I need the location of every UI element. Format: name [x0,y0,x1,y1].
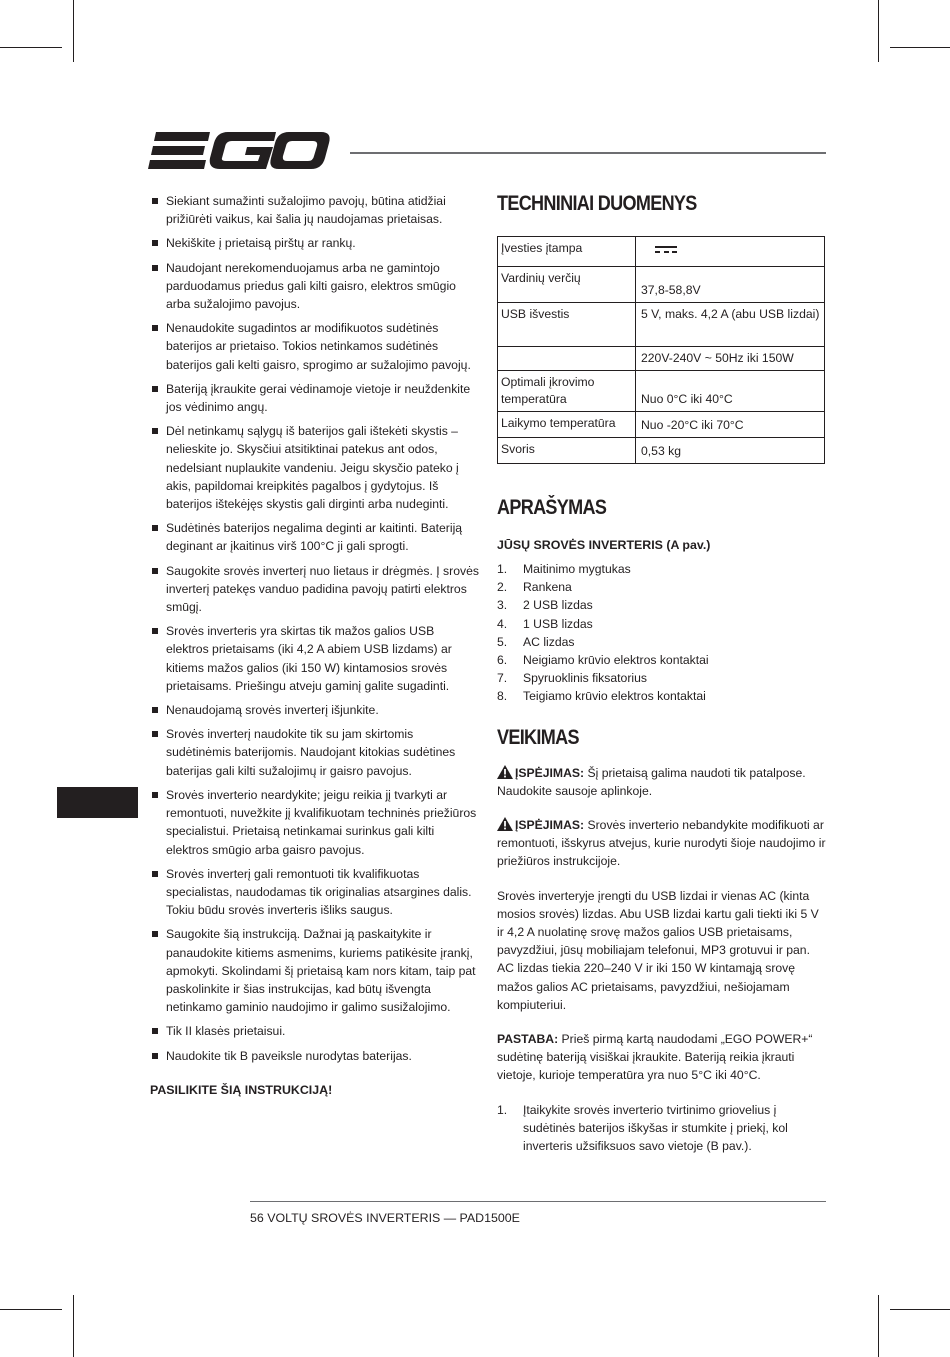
spec-label: USB išvestis [498,303,636,347]
language-tab-marker [57,787,138,818]
safety-item: Naudojant nerekomenduojamus arba ne gamintojo parduodamus priedus gali kilti gaisro, elektros smūgio arba sužalojimo pavojus. [150,259,480,314]
spec-row [498,267,825,303]
part-label: AC lizdas [523,634,575,649]
header-rule [350,152,826,154]
crop-mark [73,0,74,62]
steps-list [497,1101,827,1156]
parts-list [497,560,827,706]
warning-modify [497,816,827,871]
part-number: 8. [497,689,508,704]
step-number: 1. [497,1102,508,1117]
footer-rule [250,1201,826,1202]
part-item [497,669,827,687]
spec-value: Nuo -20°C iki 70°C [636,412,825,438]
tech-data-heading: TECHNINIAI DUOMENYS [497,192,697,215]
part-item [497,633,827,651]
ego-logo [148,128,332,174]
part-number: 7. [497,671,508,686]
safety-item: Dėl netinkamų sąlygų iš baterijos gali ištekėti skystis – nelieskite jo. Skysčiui atsitiktinai patekus ant odos, nedelsiant nuplaukite vandeniu. Jeigu skysčio pateko į akis, papildomai kreipkitės pagalbos į gydytojus. Iš baterijos ištekėjęs skystis gali dirginti arba nudeginti. [150,422,480,513]
spec-label [498,347,636,371]
spec-row [498,438,825,464]
crop-mark [0,1309,62,1310]
part-label: Neigiamo krūvio elektros kontaktai [523,653,709,668]
step-item [497,1101,827,1156]
note-label: PASTABA: [497,1032,559,1047]
warning-text: Šį prietaisą galima naudoti tik patalpose. Naudokite sausoje aplinkoje. [497,765,806,798]
part-number: 2. [497,580,508,595]
crop-mark [73,1295,74,1357]
spec-value: 220V-240V ~ 50Hz iki 150W [636,347,825,371]
part-label: Spyruoklinis fiksatorius [523,671,647,686]
safety-item: Nenaudojamą srovės inverterį išjunkite. [150,701,480,719]
spec-label: Įvesties įtampa [498,237,636,267]
safety-item: Nekiškite į prietaisą pirštų ar rankų. [150,234,480,252]
spec-value: 37,8-58,8V [636,267,825,303]
safety-item: Siekiant sumažinti sužalojimo pavojų, būtina atidžiai prižiūrėti vaikus, kai šalia jų naudojamas prietaisas. [150,192,480,228]
spec-label: Svoris [498,438,636,464]
operation-paragraph: Srovės inverteryje įrengti du USB lizdai ir vienas AC (kinta mosios srovės) lizdas. Abu USB lizdai kartu gali tiekti iki 5 V ir 4,2 A nuolatinę srovę mažos galios USB prietaisams, pavyzdžiui, jūsų mobiliajam telefonui, MP3 grotuvui ir pan. AC lizdas tiekia 220–240 V ir iki 150 W kintamąją srovę mažos galios AC prietaisams, pavyzdžiui, nešiojamam kompiuteriui. [497,888,819,1012]
spec-row [498,237,825,267]
page-footer: 56 VOLTŲ SROVĖS INVERTERIS — PAD1500E [250,1211,520,1225]
warning-label: ĮSPĖJIMAS: [515,818,585,833]
crop-mark [890,47,950,48]
part-item [497,560,827,578]
part-number: 4. [497,616,508,631]
part-item [497,651,827,669]
safety-item: Srovės inverterį naudokite tik su jam skirtomis sudėtinėmis baterijomis. Naudojant kitokias sudėtines baterijas gali kilti sužalojimų ir gaisro pavojus. [150,725,480,780]
part-label: Teigiamo krūvio elektros kontaktai [523,689,706,704]
spec-row [498,371,825,412]
safety-item: Srovės inverteris yra skirtas tik mažos galios USB elektros prietaisams (iki 4,2 A abiem USB lizdams) ar kitiems mažos galios (iki 150 W) kintamosios srovės prietaisams. Priešingu atveju gaminį galite sugadinti. [150,622,480,695]
spec-label: Optimali įkrovimo temperatūra [498,371,636,412]
operation-heading: VEIKIMAS [497,725,579,749]
crop-mark [878,1295,879,1357]
description-subheading: JŪSŲ SROVĖS INVERTERIS (A pav.) [497,538,711,552]
part-number: 6. [497,653,508,668]
part-item [497,578,827,596]
warning-icon [497,817,513,831]
safety-item: Sudėtinės baterijos negalima deginti ar kaitinti. Bateriją deginant ar įkaitinus virš 100°C ji gali sprogti. [150,519,480,555]
note-paragraph [497,1030,827,1085]
safety-item: Nenaudokite sugadintos ar modifikuotos sudėtinės baterijos ar prietaiso. Tokios netinkamos sudėtinės baterijos gali kelti gaisro, sprogimo ar sužalojimo pavojų. [150,319,480,374]
dc-current-icon [655,246,677,256]
spec-value [636,237,825,267]
part-label: 2 USB lizdas [523,598,593,613]
safety-item: Srovės inverterio neardykite; jeigu reikia jį tvarkyti ar remontuoti, nuvežkite jį kvalifikuotam techninės priežiūros specialistui. Prietaisą netinkamai surinkus gali kilti elektros smūgio arba gaisro pavojus. [150,786,480,859]
part-number: 1. [497,562,508,576]
part-label: Rankena [523,580,572,595]
safety-item: Srovės inverterį gali remontuoti tik kvalifikuotas specialistas, naudodamas tik originalias atsargines dalis. Tokiu būdu srovės inverteris išliks saugus. [150,865,480,920]
step-text: Įtaikykite srovės inverterio tvirtinimo griovelius į sudėtinės baterijos iškyšas ir stumkite į priekį, kol inverteris užsifiksuos savo vietoje (B pav.). [523,1102,788,1154]
spec-value: 5 V, maks. 4,2 A (abu USB lizdai) [636,303,825,347]
spec-row [498,347,825,371]
spec-value: 0,53 kg [636,438,825,464]
crop-mark [890,1309,950,1310]
keep-instructions-note: PASILIKITE ŠIĄ INSTRUKCIJĄ! [150,1082,333,1097]
crop-mark [0,47,62,48]
warning-label: ĮSPĖJIMAS: [515,765,585,780]
part-item [497,596,827,614]
spec-label: Vardinių verčių [498,267,636,303]
safety-item: Saugokite šią instrukciją. Dažnai ją paskaitykite ir panaudokite kitiems asmenims, kuriems patikėsite įrankį, apmokyti. Skolindami šį prietaisą kam nors kitam, taip pat paskolinkite ir šias instrukcijas, kad būtų išvengta netinkamo gaminio naudojimo ir galimo susižalojimo. [150,925,480,1016]
note-text: Prieš pirmą kartą naudodami „EGO POWER+“ sudėtinę bateriją visiškai įkraukite. Bateriją reikia įkrauti vietoje, kurioje temperatūra yra nuo 5°C iki 40°C. [497,1032,813,1083]
part-number: 5. [497,634,508,649]
safety-item: Tik II klasės prietaisui. [150,1022,480,1040]
warning-indoor [497,764,827,800]
part-item [497,687,827,705]
info-column [497,192,827,1155]
tech-data-table [497,236,825,464]
spec-row [498,303,825,347]
spec-label: Laikymo temperatūra [498,412,636,438]
description-heading: APRAŠYMAS [497,496,607,519]
crop-mark [878,0,879,62]
part-item [497,615,827,633]
safety-item: Saugokite srovės inverterį nuo lietaus ir drėgmės. Į srovės inverterį patekęs vanduo padidina pavojų patirti elektros smūgį. [150,562,480,617]
spec-row [498,412,825,438]
safety-list [150,192,480,1065]
spec-value: Nuo 0°C iki 40°C [636,371,825,412]
part-label: Maitinimo mygtukas [523,562,631,576]
part-number: 3. [497,598,508,613]
safety-item: Bateriją įkraukite gerai vėdinamoje vietoje ir neuždenkite jos vėdinimo angų. [150,380,480,416]
warning-text: Srovės inverterio nebandykite modifikuoti ar remontuoti, išskyrus atvejus, kurie nurodyti šioje naudojimo ir priežiūros instrukcijoje. [497,818,826,869]
warning-icon [497,765,513,779]
part-label: 1 USB lizdas [523,616,593,631]
safety-column [150,192,480,1097]
safety-item: Naudokite tik B paveiksle nurodytas baterijas. [150,1047,480,1065]
